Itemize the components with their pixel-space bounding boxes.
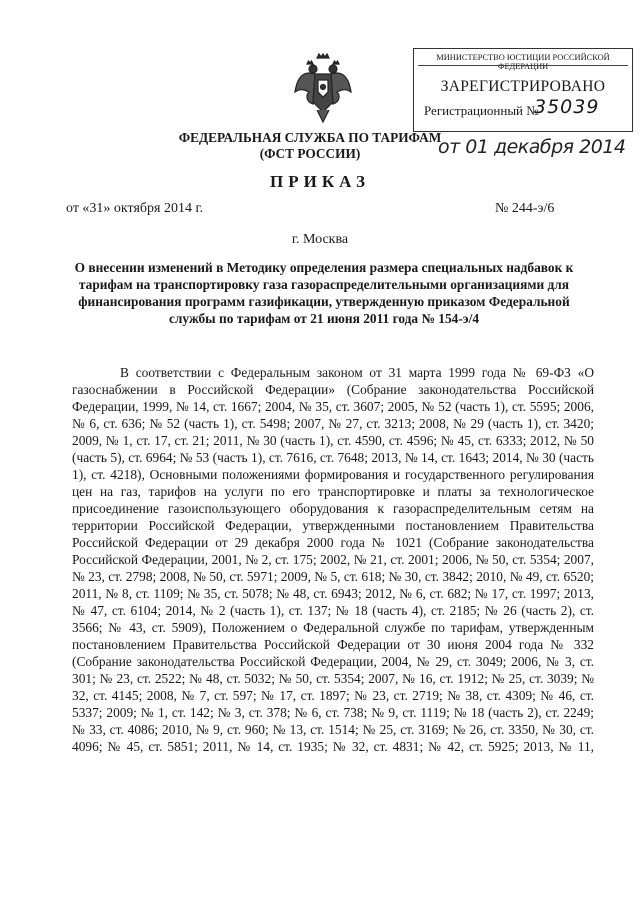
stamp-handwritten-date: от 01 декабря 2014 [438,136,626,158]
order-body [72,364,594,755]
agency-line-2: (ФСТ РОССИИ) [259,146,361,161]
order-heading: О внесении изменений в Методику определения размера специальных надбавок к тарифам на транспортировку газа газораспределительными организациями для финансирования программ газификации, утвержденную приказом Федеральной службы по тарифам от 21 июня 2011 года № 154-э/4 [74,260,574,326]
stamp-registered: ЗАРЕГИСТРИРОВАНО [440,78,606,95]
registration-stamp [413,48,633,132]
order-date: от «31» октября 2014 г. [66,201,204,216]
stamp-ministry: МИНИСТЕРСТВО ЮСТИЦИИ РОССИЙСКОЙ ФЕДЕРАЦИИ [436,53,610,71]
document-type: ПРИКАЗ [270,172,370,191]
body-paragraph: В соответствии с Федеральным законом от 31 марта 1999 года № 69-ФЗ «О газоснабжении в Российской Федерации» (Собрание законодательства Российской Федерации, 1999, № 14, ст. 1667; 2004, № 35, ст. 3607; 2005, № 52 (часть 1), ст. 5595; 2006, № 6, ст. 636; № 52 (часть 1), ст. 5498; 2007, № 27, ст. 3213; 2008, № 29 (часть 1), ст. 3420; 2009, № 1, ст. 17, ст. 21; 2011, № 30 (часть 1), ст. 4590, ст. 4596; № 45, ст. 6333; 2012, № 50 (часть 5), ст. 6964; № 53 (часть 1), ст. 7616, ст. 7648; 2013, № 14, ст. 1643; 2014, № 30 (часть 1), ст. 4218), Основными положениями формирования и государственного регулирования цен на газ, тарифов на услуги по его транспортировке и платы за технологическое присоединение газоиспользующего оборудования к газораспределительным сетям на территории Российской Федерации, утвержденными постановлением Правительства Российской Федерации от 29 декабря 2000 года № 1021 (Собрание законодательства Российской Федерации, 2001, № 2, ст. 175; 2002, № 21, ст. 2001; 2006, № 50, ст. 5354; 2007, № 23, ст. 2798; 2008, № 50, ст. 5971; 2009, № 5, ст. 618; № 30, ст. 3842; 2010, № 49, ст. 6520; 2011, № 8, ст. 1109; № 35, ст. 5078; № 48, ст. 6943; 2012, № 6, ст. 682; № 17, ст. 1997; 2013, № 47, ст. 6104; 2014, № 2 (часть 1), ст. 137; № 18 (часть 4), ст. 2185; № 26 (часть 2), ст. 3566; № 43, ст. 5909), Положением о Федеральной службе по тарифам, утвержденным постановлением Правительства Российской Федерации от 30 июня 2004 года № 332 (Собрание законодательства Российской Федерации, 2004, № 29, ст. 3049; 2006, № 3, ст. 301; № 23, ст. 2522; № 48, ст. 5032; № 50, ст. 5354; 2007, № 16, ст. 1912; № 25, ст. 3039; № 32, ст. 4145; 2008, № 7, ст. 597; № 17, ст. 1897; № 23, ст. 2719; № 38, ст. 4309; № 46, ст. 5337; 2009; № 1, ст. 142; № 3, ст. 378; № 6, ст. 738; № 9, ст. 1119; № 18 (часть 2), ст. 2249; № 33, ст. 4086; 2010, № 9, ст. 960; № 13, ст. 1514; № 25, ст. 3169; № 26, ст. 3350, № 30, ст. 4096; № 45, ст. 5851; 2011, № 14, ст. 1935; № 32, ст. 4831; № 42, ст. 5925; 2013, № 11, [72,365,594,754]
stamp-divider [418,65,628,66]
agency-line-1: ФЕДЕРАЛЬНАЯ СЛУЖБА ПО ТАРИФАМ [178,130,442,145]
coat-of-arms-icon [293,52,353,124]
stamp-reg-number: 35039 [534,96,600,118]
order-number: № 244-э/6 [495,201,555,216]
stamp-reg-label: Регистрационный № [424,103,539,118]
order-city: г. Москва [291,232,349,247]
agency-name [166,130,454,162]
